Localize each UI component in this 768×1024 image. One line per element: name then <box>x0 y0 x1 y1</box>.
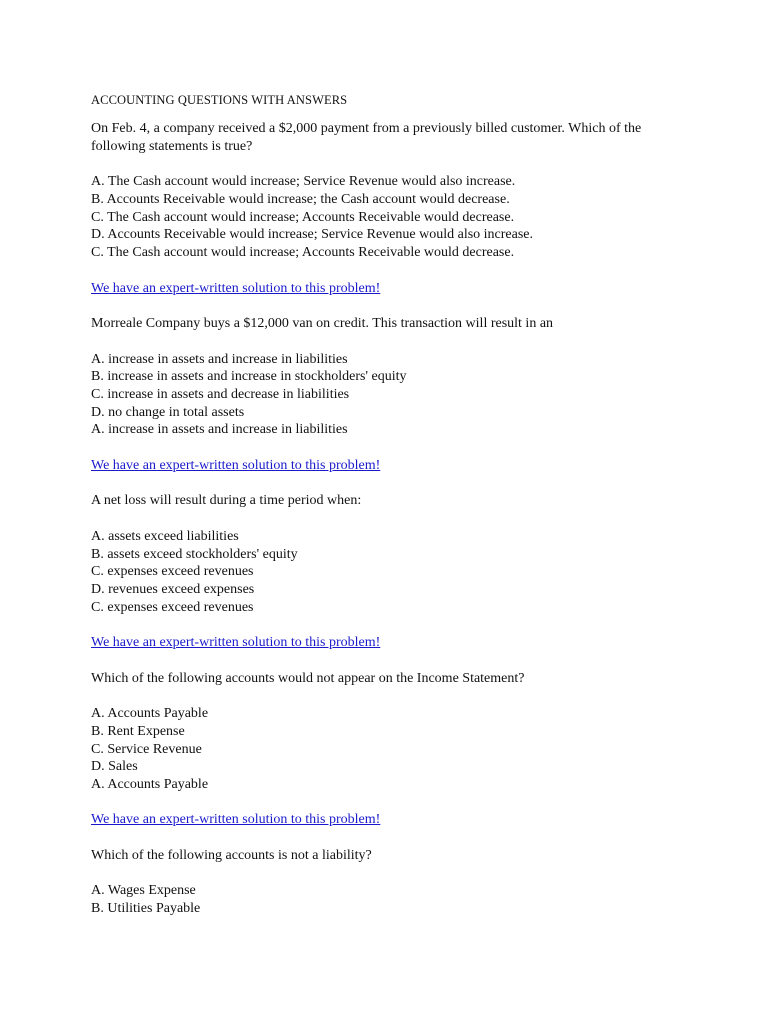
solution-link[interactable]: We have an expert-written solution to this problem! <box>91 635 381 651</box>
option-item: C. The Cash account would increase; Accounts Receivable would decrease. <box>91 209 515 225</box>
option-item: D. Accounts Receivable would increase; Service Revenue would also increase. <box>91 227 534 243</box>
solution-link[interactable]: We have an expert-written solution to this problem! <box>91 812 381 828</box>
option-item: D. revenues exceed expenses <box>91 581 255 597</box>
question-text: Which of the following accounts is not a liability? <box>91 847 372 863</box>
question-block <box>91 120 691 262</box>
options-list <box>91 173 691 262</box>
option-item: A. increase in assets and increase in liabilities <box>91 351 348 367</box>
question-block <box>91 670 691 794</box>
option-item: A. Wages Expense <box>91 883 196 899</box>
question-text: On Feb. 4, a company received a $2,000 payment from a previously billed customer. Which of the following statements is true? <box>91 121 642 154</box>
option-item: C. increase in assets and decrease in liabilities <box>91 386 350 402</box>
answer-line: A. Accounts Payable <box>91 776 209 792</box>
options-list <box>91 882 691 917</box>
document-page <box>91 92 691 936</box>
option-item: B. Utilities Payable <box>91 901 201 917</box>
question-text: A net loss will result during a time period when: <box>91 493 362 509</box>
answer-line: C. expenses exceed revenues <box>91 599 254 615</box>
options-list <box>91 705 691 794</box>
option-item: A. The Cash account would increase; Service Revenue would also increase. <box>91 174 516 190</box>
question-block <box>91 492 691 616</box>
option-item: D. no change in total assets <box>91 404 245 420</box>
option-item: B. increase in assets and increase in stockholders' equity <box>91 369 407 385</box>
option-item: B. Rent Expense <box>91 723 185 739</box>
options-list <box>91 528 691 617</box>
answer-line: C. The Cash account would increase; Accounts Receivable would decrease. <box>91 245 515 261</box>
solution-link[interactable]: We have an expert-written solution to this problem! <box>91 280 381 296</box>
document-title: ACCOUNTING QUESTIONS WITH ANSWERS <box>91 93 348 107</box>
option-item: B. Accounts Receivable would increase; the Cash account would decrease. <box>91 191 510 207</box>
question-text: Which of the following accounts would not appear on the Income Statement? <box>91 670 525 686</box>
option-item: C. expenses exceed revenues <box>91 564 254 580</box>
option-item: D. Sales <box>91 759 138 775</box>
question-text: Morreale Company buys a $12,000 van on credit. This transaction will result in an <box>91 316 554 332</box>
question-block <box>91 315 691 439</box>
option-item: C. Service Revenue <box>91 741 202 757</box>
option-item: A. Accounts Payable <box>91 706 209 722</box>
answer-line: A. increase in assets and increase in liabilities <box>91 422 348 438</box>
option-item: B. assets exceed stockholders' equity <box>91 546 298 562</box>
option-item: A. assets exceed liabilities <box>91 528 239 544</box>
question-block <box>91 847 691 918</box>
solution-link[interactable]: We have an expert-written solution to this problem! <box>91 457 381 473</box>
options-list <box>91 351 691 440</box>
